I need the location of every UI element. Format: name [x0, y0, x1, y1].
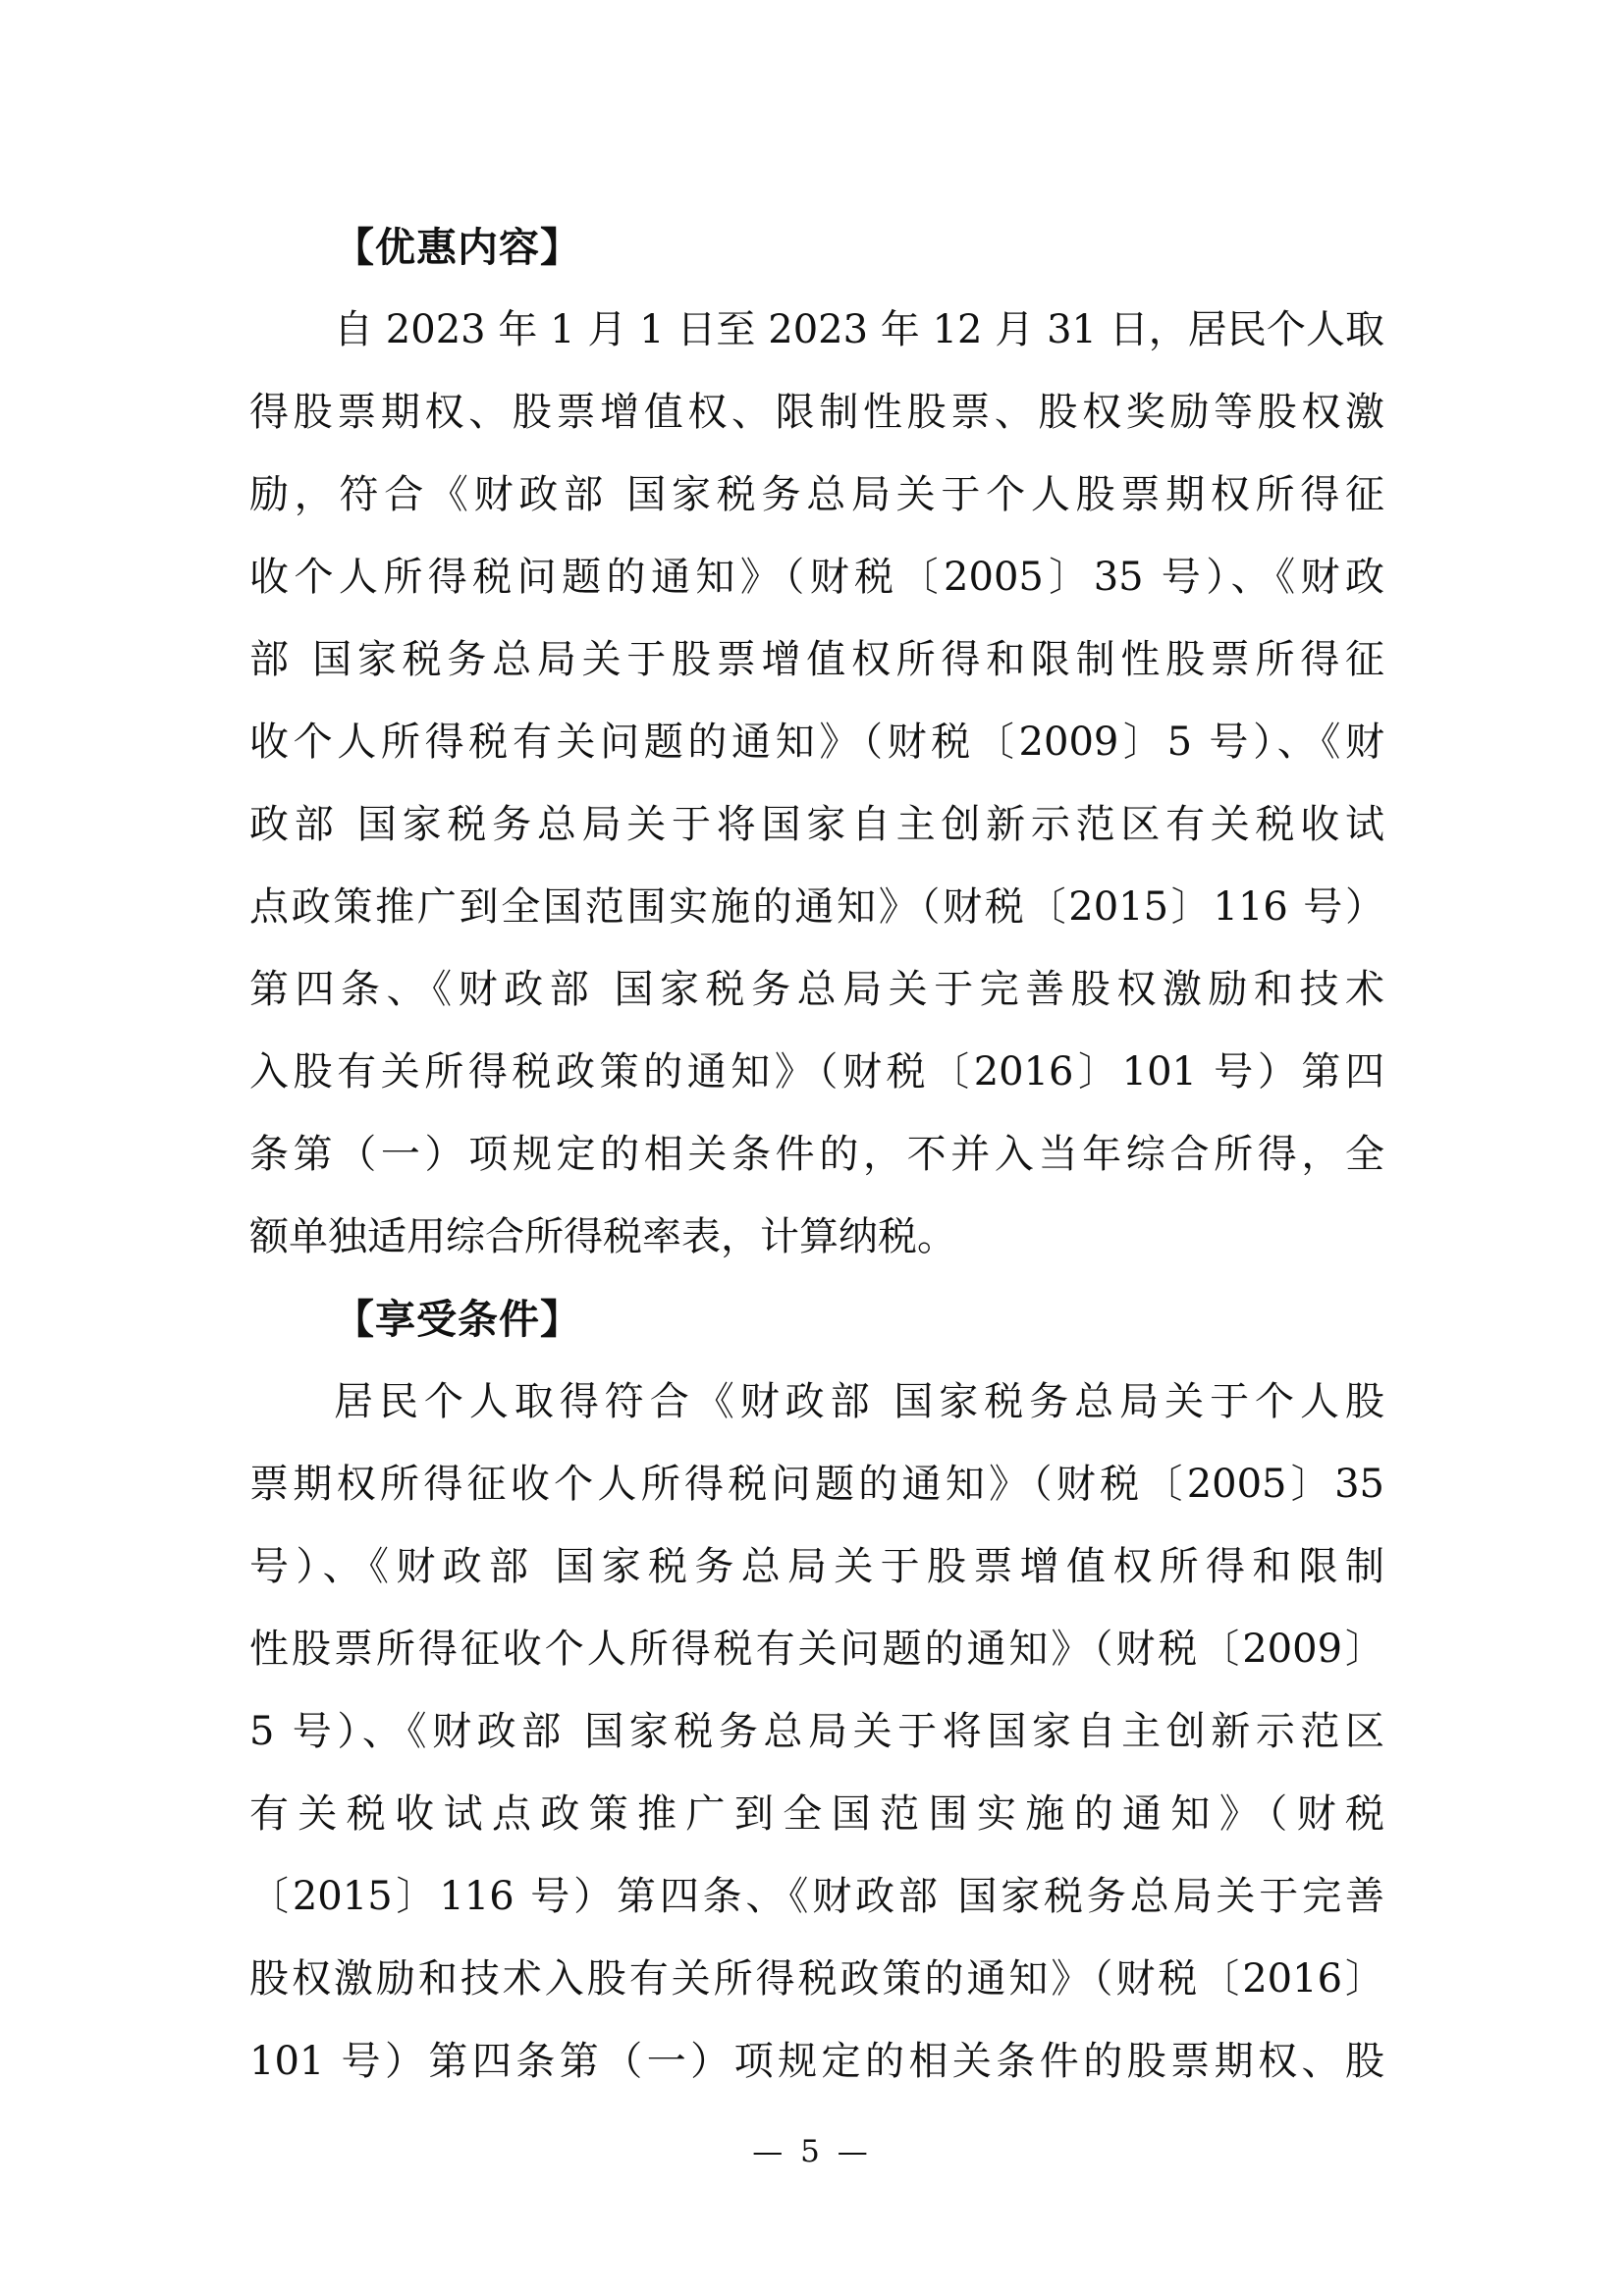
- paragraph-line: 有关税收试点政策推广到全国范围实施的通知》（财税: [249, 1791, 1384, 1837]
- paragraph-line: 入股有关所得税政策的通知》（财税〔2016〕101 号）第四: [249, 1049, 1384, 1095]
- paragraph-line: 自 2023 年 1 月 1 日至 2023 年 12 月 31 日，居民个人取: [334, 307, 1384, 352]
- paragraph-line: 性股票所得征收个人所得税有关问题的通知》（财税〔2009〕: [249, 1627, 1384, 1672]
- paragraph-line: 收个人所得税有关问题的通知》（财税〔2009〕5 号）、《财: [249, 720, 1384, 765]
- section-heading-benefit: 【优惠内容】: [334, 224, 581, 271]
- paragraph-line: 票期权所得征收个人所得税问题的通知》（财税〔2005〕35: [249, 1462, 1384, 1507]
- page-number: — 5 —: [752, 2134, 872, 2169]
- section-heading-conditions: 【享受条件】: [334, 1296, 581, 1343]
- paragraph-line: 101 号）第四条第（一）项规定的相关条件的股票期权、股: [249, 2039, 1384, 2084]
- paragraph-line: 部 国家税务总局关于股票增值权所得和限制性股票所得征: [249, 637, 1384, 682]
- paragraph-line: 股权激励和技术入股有关所得税政策的通知》（财税〔2016〕: [249, 1956, 1384, 2002]
- paragraph-line: 额单独适用综合所得税率表，计算纳税。: [249, 1214, 956, 1259]
- paragraph-line: 〔2015〕116 号）第四条、《财政部 国家税务总局关于完善: [249, 1874, 1384, 1919]
- paragraph-line: 点政策推广到全国范围实施的通知》（财税〔2015〕116 号）: [249, 884, 1384, 930]
- paragraph-line: 政部 国家税务总局关于将国家自主创新示范区有关税收试: [249, 802, 1384, 847]
- paragraph-line: 5 号）、《财政部 国家税务总局关于将国家自主创新示范区: [249, 1709, 1384, 1754]
- paragraph-line: 收个人所得税问题的通知》（财税〔2005〕35 号）、《财政: [249, 555, 1384, 600]
- paragraph-line: 条第（一）项规定的相关条件的，不并入当年综合所得，全: [249, 1132, 1384, 1177]
- paragraph-line: 号）、《财政部 国家税务总局关于股票增值权所得和限制: [249, 1544, 1384, 1589]
- paragraph-line: 第四条、《财政部 国家税务总局关于完善股权激励和技术: [249, 967, 1384, 1012]
- paragraph-line: 居民个人取得符合《财政部 国家税务总局关于个人股: [334, 1379, 1384, 1424]
- paragraph-line: 励，符合《财政部 国家税务总局关于个人股票期权所得征: [249, 472, 1384, 517]
- paragraph-line: 得股票期权、股票增值权、限制性股票、股权奖励等股权激: [249, 390, 1384, 435]
